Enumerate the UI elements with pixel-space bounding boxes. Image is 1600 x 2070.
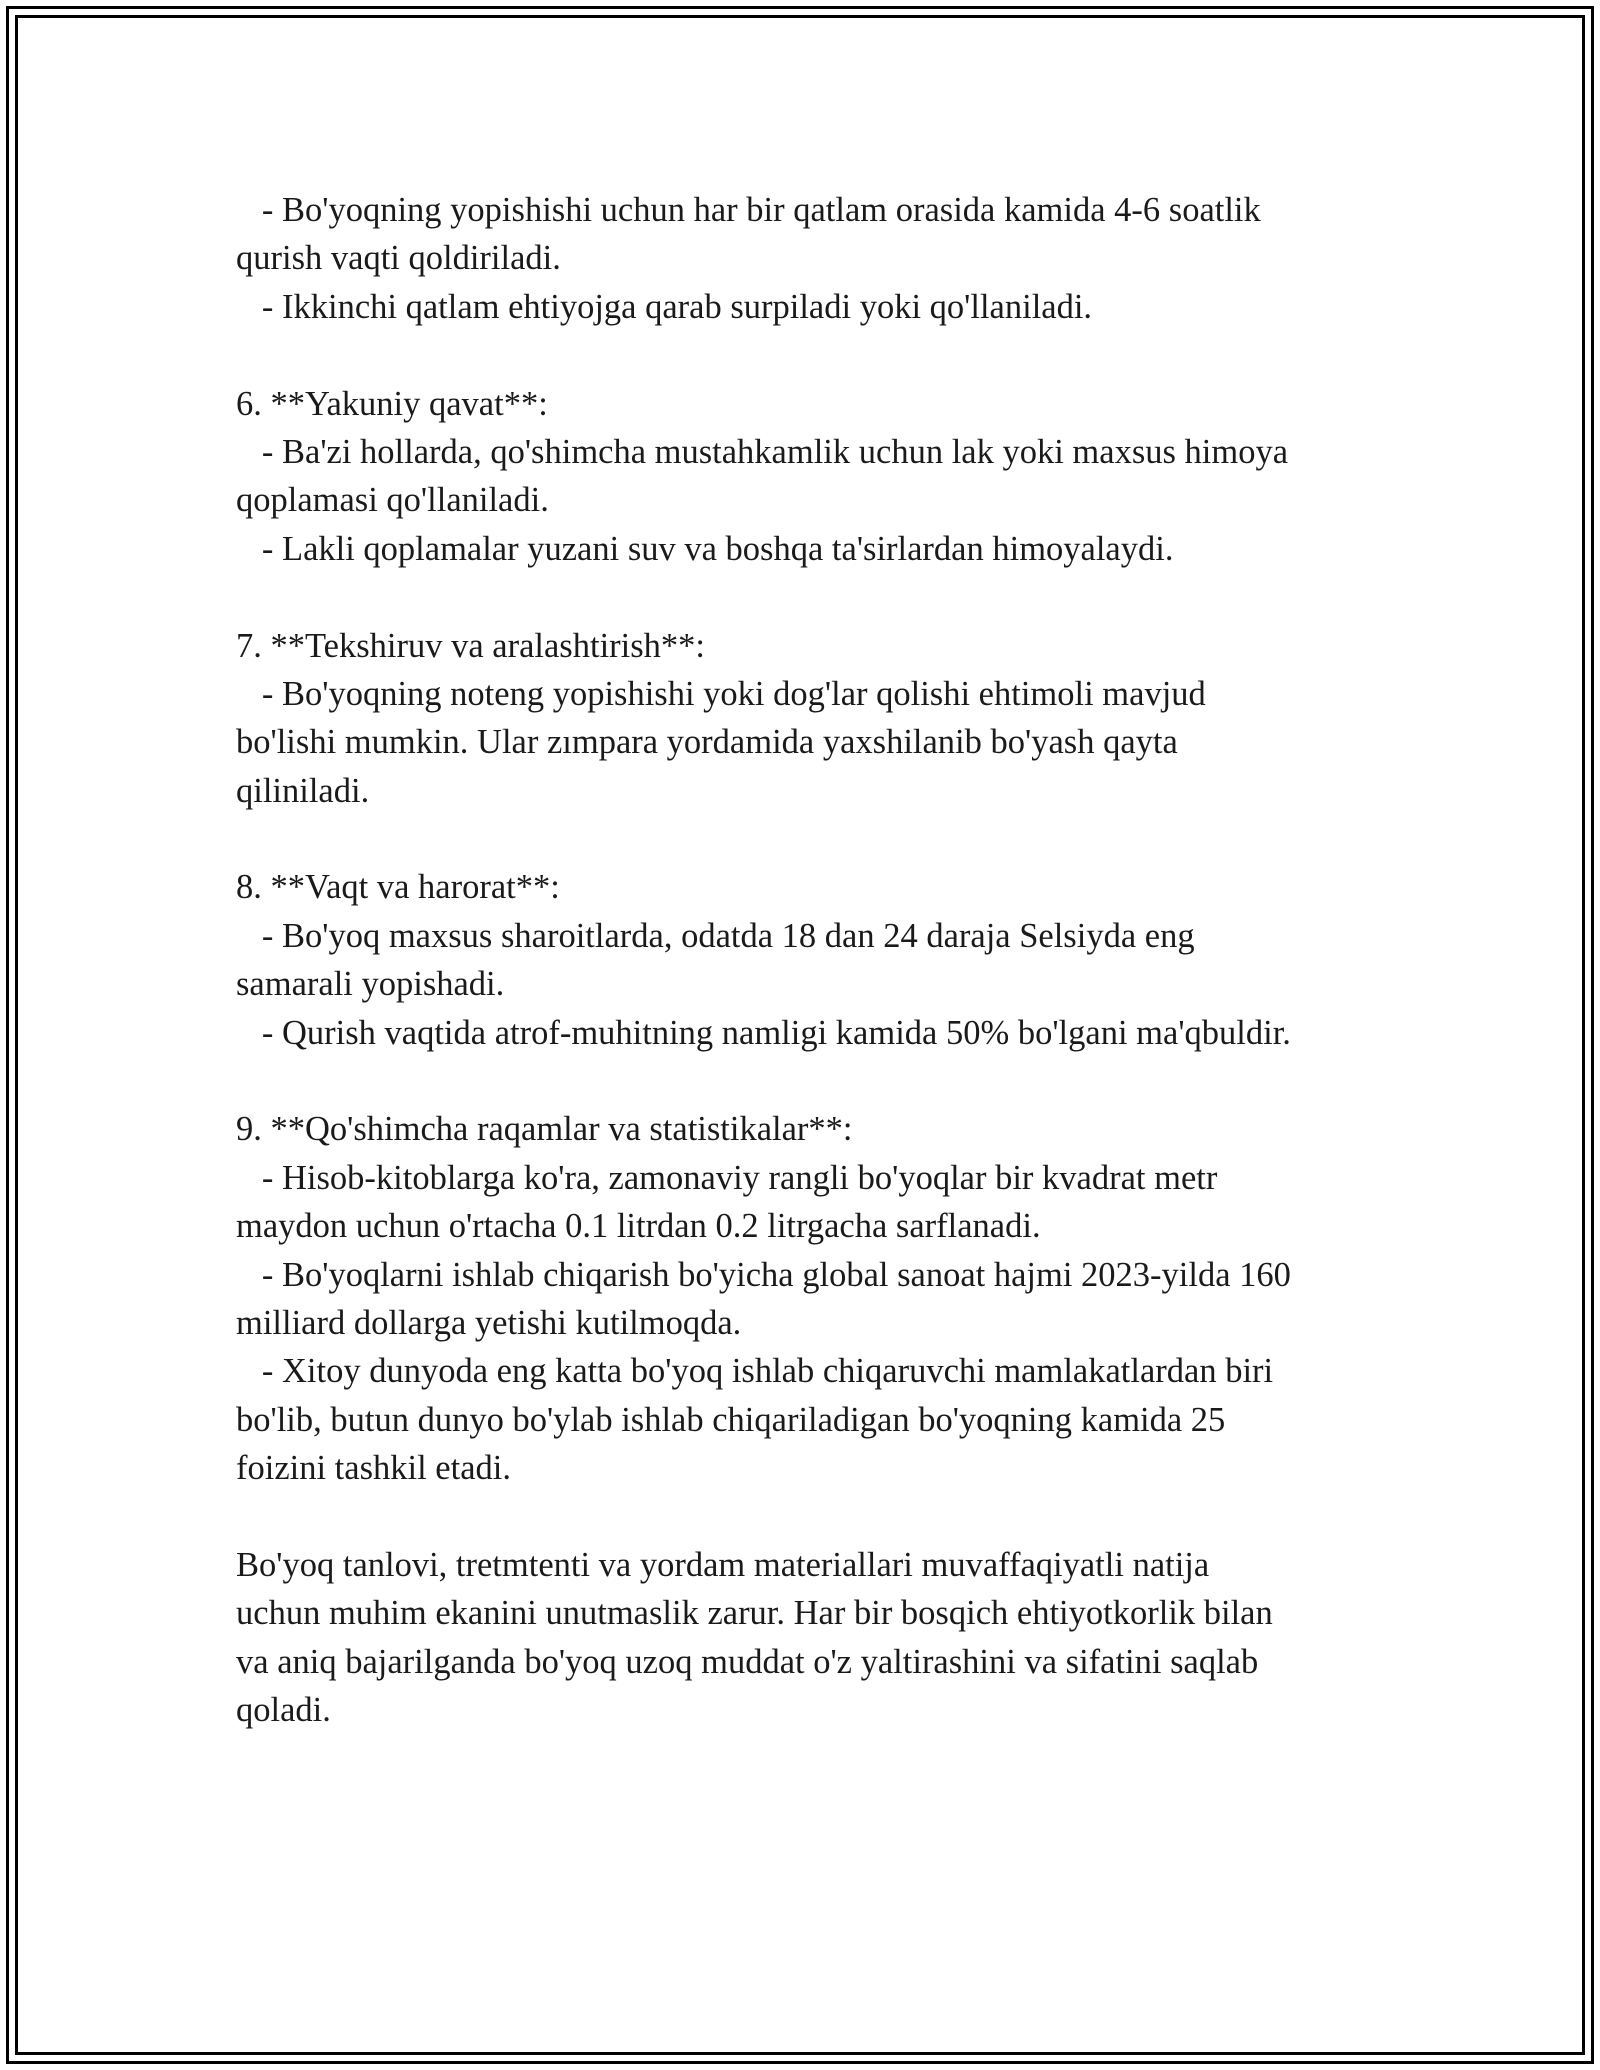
document-body bbox=[236, 186, 1386, 1735]
text-line: - Bo'yoqning noteng yopishishi yoki dog'lar qolishi ehtimoli mavjud bbox=[236, 674, 1206, 713]
text-line: va aniq bajarilganda bo'yoq uzoq muddat o'z yaltirashini va sifatini saqlab bbox=[236, 1642, 1259, 1681]
text-line: qoladi. bbox=[236, 1691, 331, 1730]
text-line: Bo'yoq tanlovi, tretmtenti va yordam materiallari muvaffaqiyatli natija bbox=[236, 1545, 1210, 1584]
text-line: maydon uchun o'rtacha 0.1 litrdan 0.2 litrgacha sarflanadi. bbox=[236, 1207, 1041, 1246]
text-line: 9. **Qo'shimcha raqamlar va statistikalar**: bbox=[236, 1110, 853, 1149]
text-line: - Hisob-kitoblarga ko'ra, zamonaviy rangli bo'yoqlar bir kvadrat metr bbox=[236, 1158, 1218, 1197]
text-line: - Qurish vaqtida atrof-muhitning namligi kamida 50% bo'lgani ma'qbuldir. bbox=[236, 1013, 1291, 1052]
text-line: - Ikkinchi qatlam ehtiyojga qarab surpiladi yoki qo'llaniladi. bbox=[236, 287, 1093, 326]
blank-line bbox=[236, 1057, 1386, 1105]
blank-line bbox=[236, 815, 1386, 863]
blank-line bbox=[236, 573, 1386, 621]
text-line: qiliniladi. bbox=[236, 771, 370, 810]
text-line: - Ba'zi hollarda, qo'shimcha mustahkamlik uchun lak yoki maxsus himoya bbox=[236, 432, 1289, 471]
text-line: bo'lishi mumkin. Ular zımpara yordamida yaxshilanib bo'yash qayta bbox=[236, 723, 1178, 762]
text-line: 8. **Vaqt va harorat**: bbox=[236, 868, 560, 907]
text-line: - Bo'yoq maxsus sharoitlarda, odatda 18 dan 24 daraja Selsiyda eng bbox=[236, 916, 1195, 955]
text-line: uchun muhim ekanini unutmaslik zarur. Har bir bosqich ehtiyotkorlik bilan bbox=[236, 1594, 1273, 1633]
text-line: 6. **Yakuniy qavat**: bbox=[236, 384, 548, 423]
text-line: bo'lib, butun dunyo bo'ylab ishlab chiqariladigan bo'yoqning kamida 25 bbox=[236, 1400, 1226, 1439]
text-line: samarali yopishadi. bbox=[236, 965, 505, 1004]
text-line: - Bo'yoqlarni ishlab chiqarish bo'yicha global sanoat hajmi 2023-yilda 160 bbox=[236, 1255, 1291, 1294]
text-line: - Bo'yoqning yopishishi uchun har bir qatlam orasida kamida 4-6 soatlik bbox=[236, 191, 1261, 229]
blank-line bbox=[236, 331, 1386, 379]
text-line: qurish vaqti qoldiriladi. bbox=[236, 239, 561, 278]
text-line: qoplamasi qo'llaniladi. bbox=[236, 481, 549, 520]
text-line: - Xitoy dunyoda eng katta bo'yoq ishlab chiqaruvchi mamlakatlardan biri bbox=[236, 1352, 1274, 1391]
blank-line bbox=[236, 1493, 1386, 1541]
text-line: foizini tashkil etadi. bbox=[236, 1449, 511, 1488]
text-line: - Lakli qoplamalar yuzani suv va boshqa ta'sirlardan himoyalaydi. bbox=[236, 529, 1174, 568]
text-line: 7. **Tekshiruv va aralashtirish**: bbox=[236, 626, 705, 665]
text-line: milliard dollarga yetishi kutilmoqda. bbox=[236, 1303, 742, 1342]
